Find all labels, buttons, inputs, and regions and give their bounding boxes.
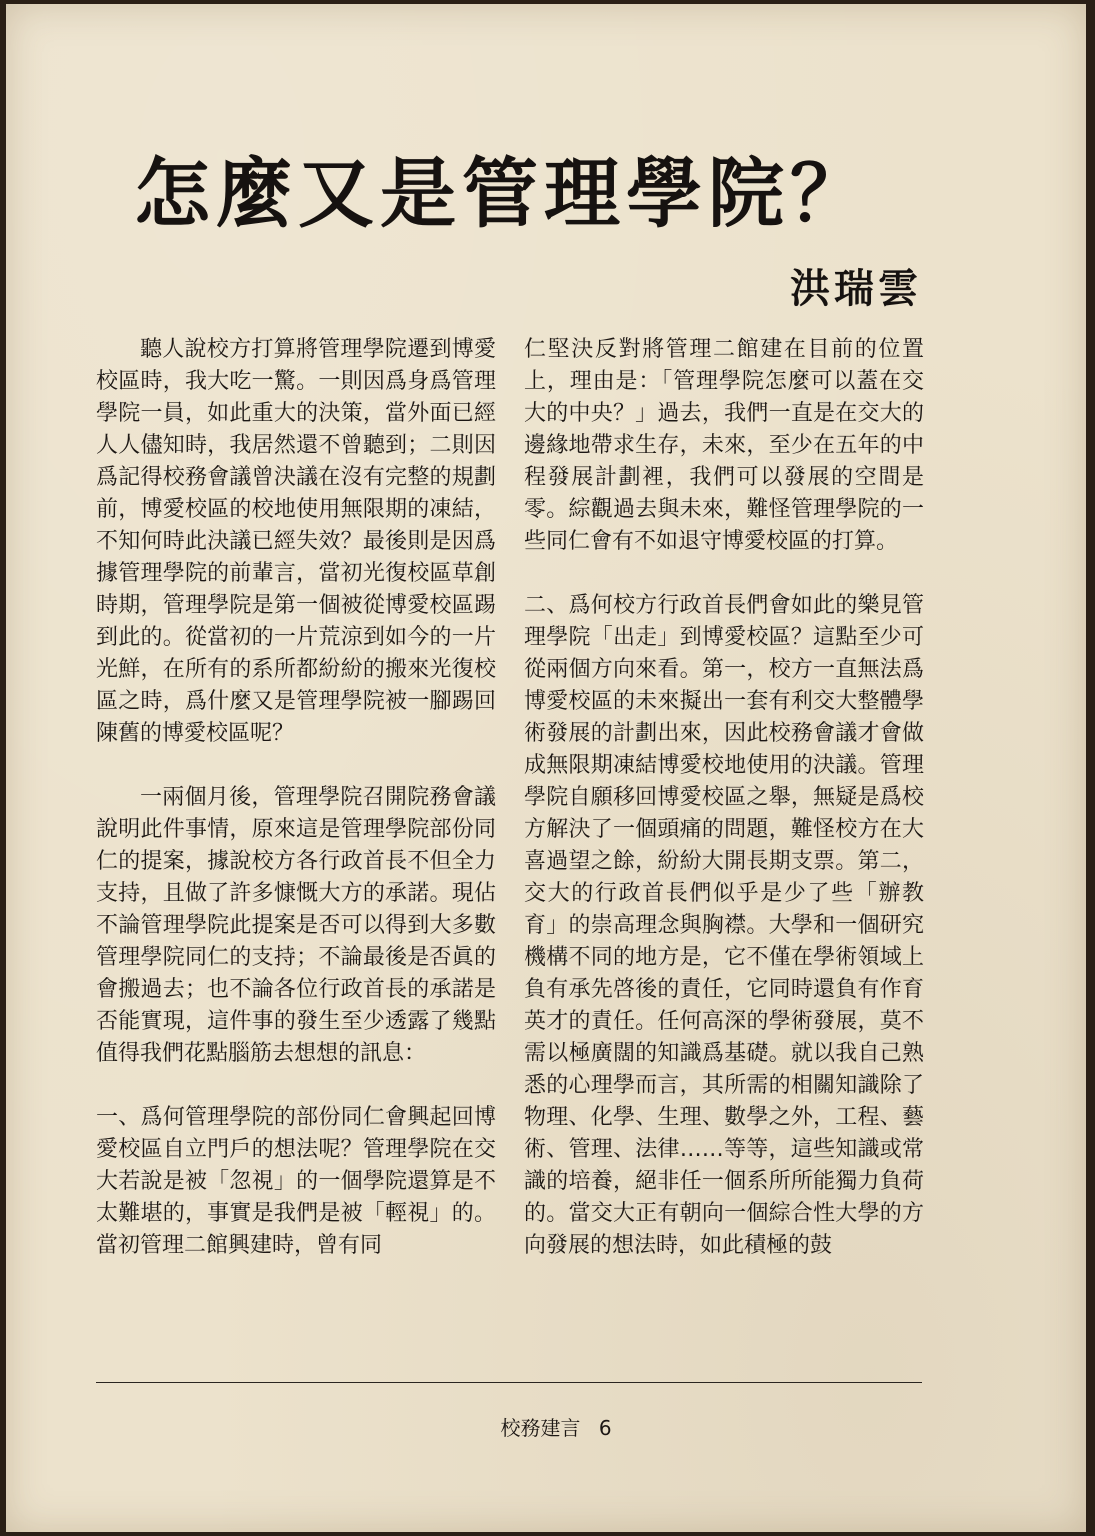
article-title: 怎麼又是管理學院？: [134, 149, 872, 238]
page-footer: [406, 1408, 706, 1448]
left-column: [96, 334, 496, 1262]
paragraph: 一、爲何管理學院的部份同仁會興起回博愛校區自立門戶的想法呢？管理學院在交大若說是被「忽視」的一個學院還算是不太難堪的，事實是我們是被「輕視」的。當初管理二館興建時，曾有同: [96, 1105, 496, 1258]
paragraph: 一兩個月後，管理學院召開院務會議說明此件事情，原來這是管理學院部份同仁的提案，據說校方各行政首長不但全力支持，且做了許多慷慨大方的承諾。現佔不論管理學院此提案是否可以得到大多數管理學院同仁的支持；不論最後是否眞的會搬過去；也不論各位行政首長的承諾是否能實現，這件事的發生至少透露了幾點值得我們花點腦筋去想想的訊息：: [96, 785, 496, 1066]
footer-publication-name: 校務建言: [500, 1416, 581, 1440]
paragraph: 仁堅決反對將管理二館建在目前的位置上，理由是：「管理學院怎麼可以蓋在交大的中央？」過去，我們一直是在交大的邊緣地帶求生存，未來，至少在五年的中程發展計劃裡，我們可以發展的空間是零。綜觀過去與未來，難怪管理學院的一些同仁會有不如退守博愛校區的打算。: [524, 337, 924, 554]
right-column: [524, 334, 924, 1262]
page-number: 6: [598, 1416, 612, 1440]
document-page: [6, 4, 1086, 1532]
paragraph: 二、爲何校方行政首長們會如此的樂見管理學院「出走」到博愛校區？這點至少可從兩個方向來看。第一，校方一直無法爲博愛校區的未來擬出一套有利交大整體學術發展的計劃出來，因此校務會議才會做成無限期凍結博愛校地使用的決議。管理學院自願移回博愛校區之舉，無疑是爲校方解決了一個頭痛的問題，難怪校方在大喜過望之餘，紛紛大開長期支票。第二，交大的行政首長們似乎是少了些「辦教育」的崇高理念與胸襟。大學和一個研究機構不同的地方是，它不僅在學術領域上負有承先啓後的責任，它同時還負有作育英才的責任。任何高深的學術發展，莫不需以極廣闊的知識爲基礎。就以我自己熟悉的心理學而言，其所需的相關知識除了物理、化學、生理、數學之外，工程、藝術、管理、法律……等等，這些知識或常識的培養，絕非任一個系所所能獨力負荷的。當交大正有朝向一個綜合性大學的方向發展的想法時，如此積極的鼓: [524, 593, 924, 1258]
footer-divider: [96, 1382, 922, 1383]
paragraph: 聽人說校方打算將管理學院遷到博愛校區時，我大吃一驚。一則因爲身爲管理學院一員，如此重大的決策，當外面已經人人儘知時，我居然還不曾聽到；二則因爲記得校務會議曾決議在沒有完整的規劃前，博愛校區的校地使用無限期的凍結，不知何時此決議已經失效？最後則是因爲據管理學院的前輩言，當初光復校區草創時期，管理學院是第一個被從博愛校區踢到此的。從當初的一片荒涼到如今的一片光鮮，在所有的系所都紛紛的搬來光復校區之時，爲什麼又是管理學院被一腳踢回陳舊的博愛校區呢？: [96, 337, 496, 746]
article-author: 洪瑞雲: [790, 265, 922, 312]
